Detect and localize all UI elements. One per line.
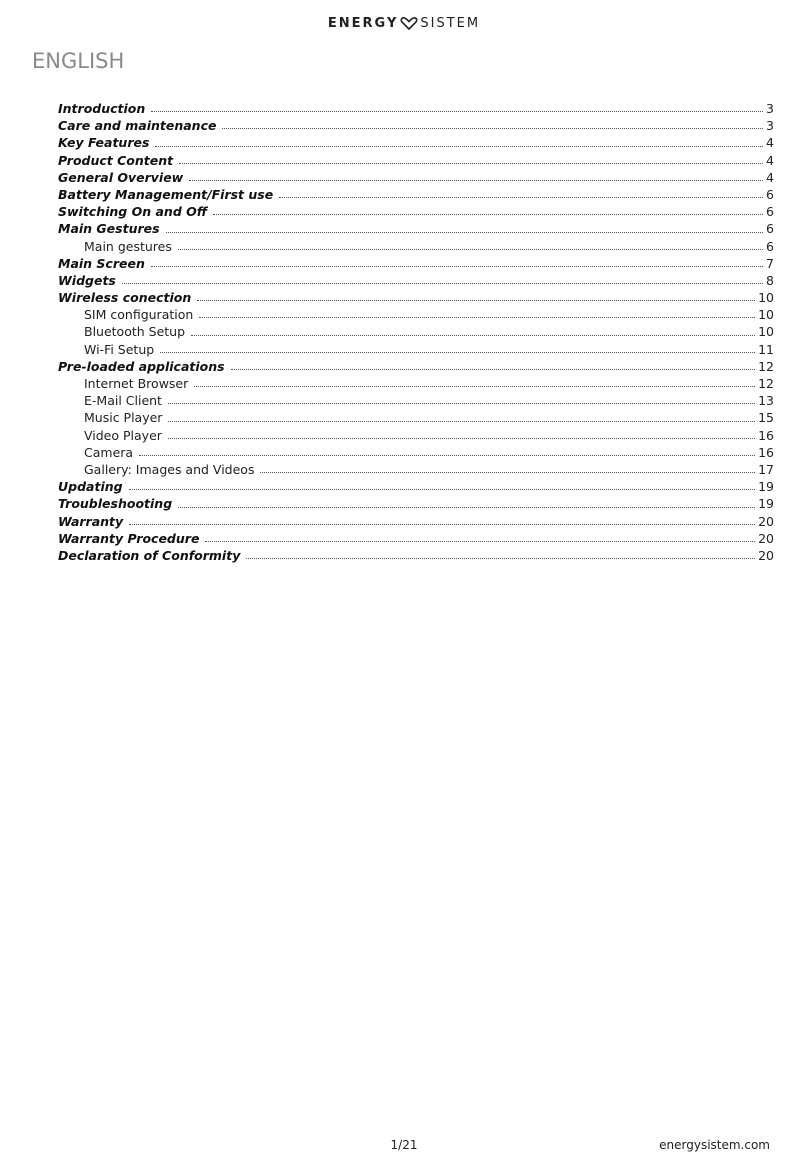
brand-name-left: ENERGY: [327, 16, 399, 31]
toc-subentry[interactable]: [58, 238, 774, 255]
toc-entry-label: Warranty: [58, 513, 124, 529]
toc-dot-leader: [139, 454, 755, 456]
toc-page-number: 8: [766, 272, 774, 288]
website-link[interactable]: energysistem.com: [659, 1138, 770, 1152]
toc-entry[interactable]: [58, 117, 774, 134]
toc-entry-label: SIM configuration: [84, 307, 194, 323]
toc-page-number: 15: [758, 410, 774, 426]
toc-page-number: 16: [758, 444, 774, 460]
toc-dot-leader: [260, 471, 755, 473]
toc-page-number: 6: [766, 238, 774, 254]
toc-dot-leader: [155, 145, 763, 147]
toc-dot-leader: [231, 368, 756, 370]
toc-subentry[interactable]: [58, 427, 774, 444]
toc-page-number: 20: [758, 547, 774, 563]
toc-entry-label: Battery Management/First use: [58, 186, 274, 202]
toc-entry-label: Gallery: Images and Videos: [84, 461, 255, 477]
toc-page-number: 19: [758, 479, 774, 495]
toc-page-number: 7: [766, 255, 774, 271]
toc-page-number: 6: [766, 221, 774, 237]
toc-dot-leader: [168, 402, 755, 404]
toc-entry-label: Main Screen: [58, 255, 145, 271]
toc-entry-label: Introduction: [58, 101, 146, 116]
toc-entry[interactable]: [58, 513, 774, 530]
toc-entry-label: Wi-Fi Setup: [84, 341, 155, 357]
toc-dot-leader: [178, 506, 755, 508]
toc-dot-leader: [199, 316, 755, 318]
toc-page-number: 20: [758, 530, 774, 546]
toc-dot-leader: [194, 385, 755, 387]
toc-entry[interactable]: [58, 289, 774, 306]
toc-entry[interactable]: [58, 530, 774, 547]
toc-entry-label: Video Player: [84, 427, 162, 443]
toc-dot-leader: [166, 231, 764, 233]
toc-subentry[interactable]: [58, 375, 774, 392]
toc-entry[interactable]: [58, 478, 774, 495]
language-heading: ENGLISH: [32, 49, 125, 73]
toc-entry[interactable]: [58, 220, 774, 237]
toc-dot-leader: [129, 488, 756, 490]
toc-entry[interactable]: [58, 100, 774, 117]
toc-entry-label: Widgets: [58, 272, 116, 288]
toc-entry-label: Main Gestures: [58, 221, 160, 237]
toc-entry[interactable]: [58, 255, 774, 272]
toc-dot-leader: [197, 299, 755, 301]
brand-logo: [0, 16, 808, 31]
toc-dot-leader: [151, 265, 763, 267]
toc-dot-leader: [151, 110, 763, 112]
toc-subentry[interactable]: [58, 444, 774, 461]
toc-entry[interactable]: [58, 186, 774, 203]
toc-dot-leader: [178, 248, 763, 250]
toc-entry[interactable]: [58, 152, 774, 169]
toc-entry[interactable]: [58, 203, 774, 220]
toc-dot-leader: [160, 351, 755, 353]
toc-page-number: 10: [758, 324, 774, 340]
toc-dot-leader: [191, 334, 755, 336]
toc-page-number: 12: [758, 376, 774, 391]
toc-page-number: 6: [766, 186, 774, 202]
toc-dot-leader: [279, 196, 763, 198]
toc-page-number: 20: [758, 513, 774, 529]
toc-dot-leader: [122, 282, 763, 284]
toc-page-number: 19: [758, 496, 774, 512]
toc-dot-leader: [129, 523, 755, 525]
toc-entry-label: Internet Browser: [84, 376, 189, 391]
toc-entry[interactable]: [58, 169, 774, 186]
brand-name-right: SISTEM: [420, 16, 481, 31]
toc-entry-label: Wireless conection: [58, 290, 192, 306]
toc-entry[interactable]: [58, 547, 774, 564]
toc-dot-leader: [189, 179, 763, 181]
toc-entry-label: Warranty Procedure: [58, 530, 200, 546]
toc-page-number: 4: [766, 135, 774, 151]
toc-subentry[interactable]: [58, 461, 774, 478]
toc-dot-leader: [222, 127, 763, 129]
toc-entry-label: General Overview: [58, 169, 184, 185]
table-of-contents: [58, 100, 774, 564]
toc-entry-label: Switching On and Off: [58, 204, 208, 220]
toc-entry-label: Bluetooth Setup: [84, 324, 186, 340]
toc-page-number: 12: [758, 358, 774, 374]
toc-dot-leader: [168, 437, 755, 439]
toc-page-number: 3: [766, 118, 774, 134]
toc-entry-label: Pre-loaded applications: [58, 358, 225, 374]
toc-entry-label: Main gestures: [84, 238, 172, 254]
toc-page-number: 10: [758, 307, 774, 323]
toc-page-number: 10: [758, 290, 774, 306]
heart-check-icon: [400, 17, 418, 30]
toc-entry-label: Troubleshooting: [58, 496, 173, 512]
toc-entry[interactable]: [58, 134, 774, 151]
toc-dot-leader: [205, 540, 755, 542]
toc-subentry[interactable]: [58, 323, 774, 340]
toc-dot-leader: [179, 162, 763, 164]
toc-dot-leader: [168, 420, 755, 422]
toc-page-number: 4: [766, 169, 774, 185]
toc-page-number: 3: [766, 101, 774, 116]
toc-entry-label: Care and maintenance: [58, 118, 217, 134]
page-indicator: 1/21: [390, 1138, 418, 1152]
toc-entry-label: Music Player: [84, 410, 163, 426]
toc-entry-label: E-Mail Client: [84, 393, 162, 409]
toc-subentry[interactable]: [58, 341, 774, 358]
toc-dot-leader: [246, 557, 755, 559]
toc-page-number: 13: [758, 393, 774, 409]
toc-entry-label: Product Content: [58, 152, 174, 168]
toc-subentry[interactable]: [58, 392, 774, 409]
toc-entry[interactable]: [58, 358, 774, 375]
toc-entry[interactable]: [58, 495, 774, 512]
toc-page-number: 16: [758, 427, 774, 443]
toc-entry-label: Updating: [58, 479, 123, 495]
toc-entry-label: Camera: [84, 444, 134, 460]
toc-entry-label: Declaration of Conformity: [58, 547, 241, 563]
toc-subentry[interactable]: [58, 409, 774, 426]
toc-dot-leader: [213, 213, 763, 215]
toc-subentry[interactable]: [58, 306, 774, 323]
toc-page-number: 6: [766, 204, 774, 220]
toc-entry-label: Key Features: [58, 135, 150, 151]
toc-entry[interactable]: [58, 272, 774, 289]
toc-page-number: 11: [758, 341, 774, 357]
toc-page-number: 17: [758, 461, 774, 477]
toc-page-number: 4: [766, 152, 774, 168]
